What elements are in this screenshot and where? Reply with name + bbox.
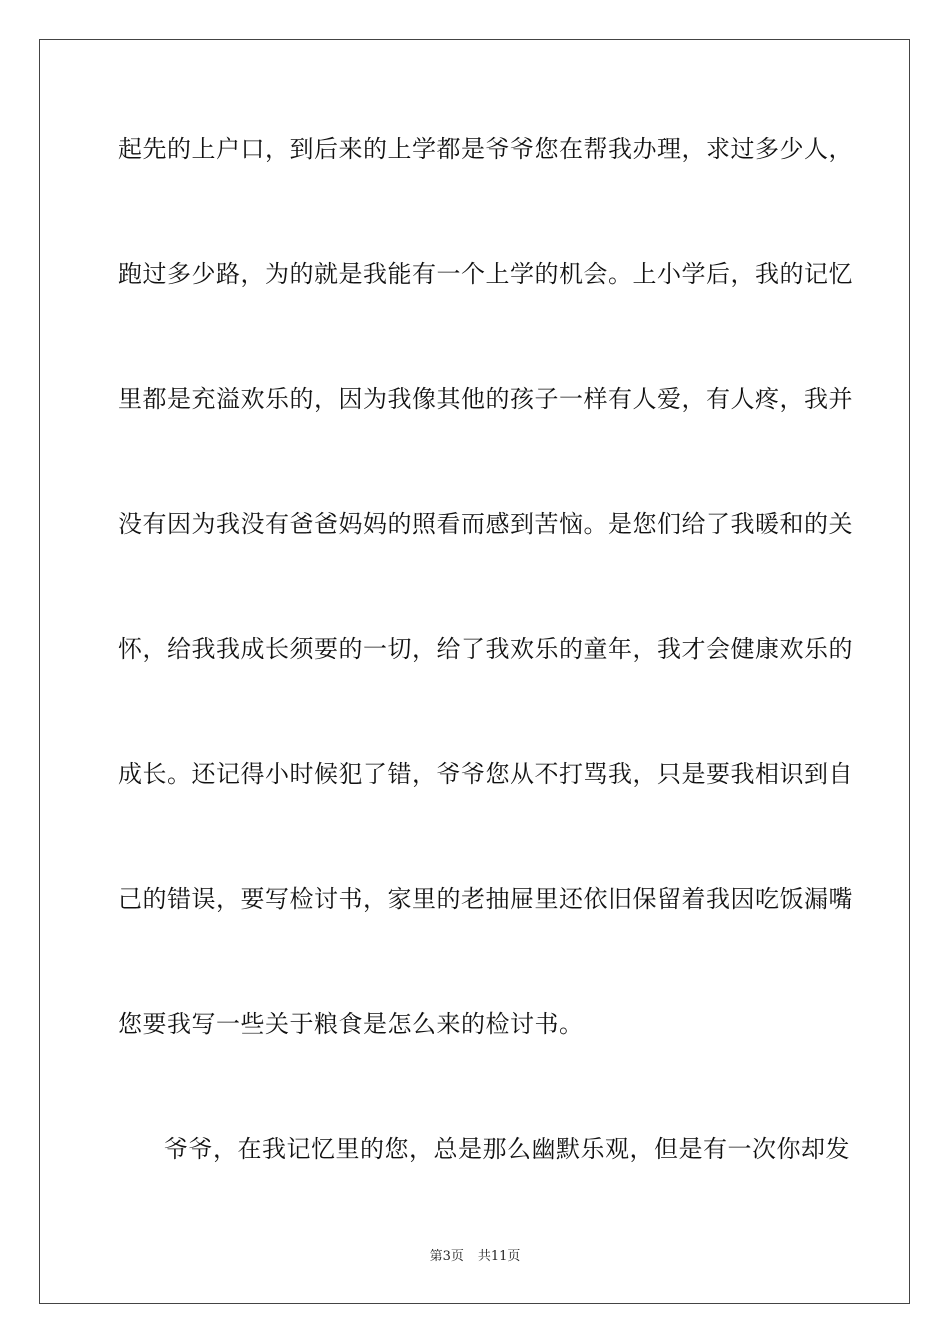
page-total: 共11页	[477, 1249, 521, 1264]
body-text-line-5: 怀，给我我成长须要的一切，给了我欢乐的童年，我才会健康欢乐的	[118, 635, 853, 663]
body-text-line-7: 己的错误，要写检讨书，家里的老抽屉里还依旧保留着我因吃饭漏嘴	[118, 885, 853, 913]
page-footer	[0, 1248, 950, 1266]
body-text-line-9: 爷爷，在我记忆里的您，总是那么幽默乐观，但是有一次你却发	[164, 1135, 850, 1163]
body-text-line-1: 起先的上户口，到后来的上学都是爷爷您在帮我办理，求过多少人，	[118, 135, 853, 163]
body-text-line-3: 里都是充溢欢乐的，因为我像其他的孩子一样有人爱，有人疼，我并	[118, 385, 853, 413]
body-text-line-4: 没有因为我没有爸爸妈妈的照看而感到苦恼。是您们给了我暖和的关	[118, 510, 853, 538]
page-border	[39, 39, 910, 1304]
page-number: 第3页	[429, 1249, 464, 1264]
body-text-line-2: 跑过多少路，为的就是我能有一个上学的机会。上小学后，我的记忆	[118, 260, 853, 288]
body-text-line-8: 您要我写一些关于粮食是怎么来的检讨书。	[118, 1010, 584, 1038]
body-text-line-6: 成长。还记得小时候犯了错，爷爷您从不打骂我，只是要我相识到自	[118, 760, 853, 788]
